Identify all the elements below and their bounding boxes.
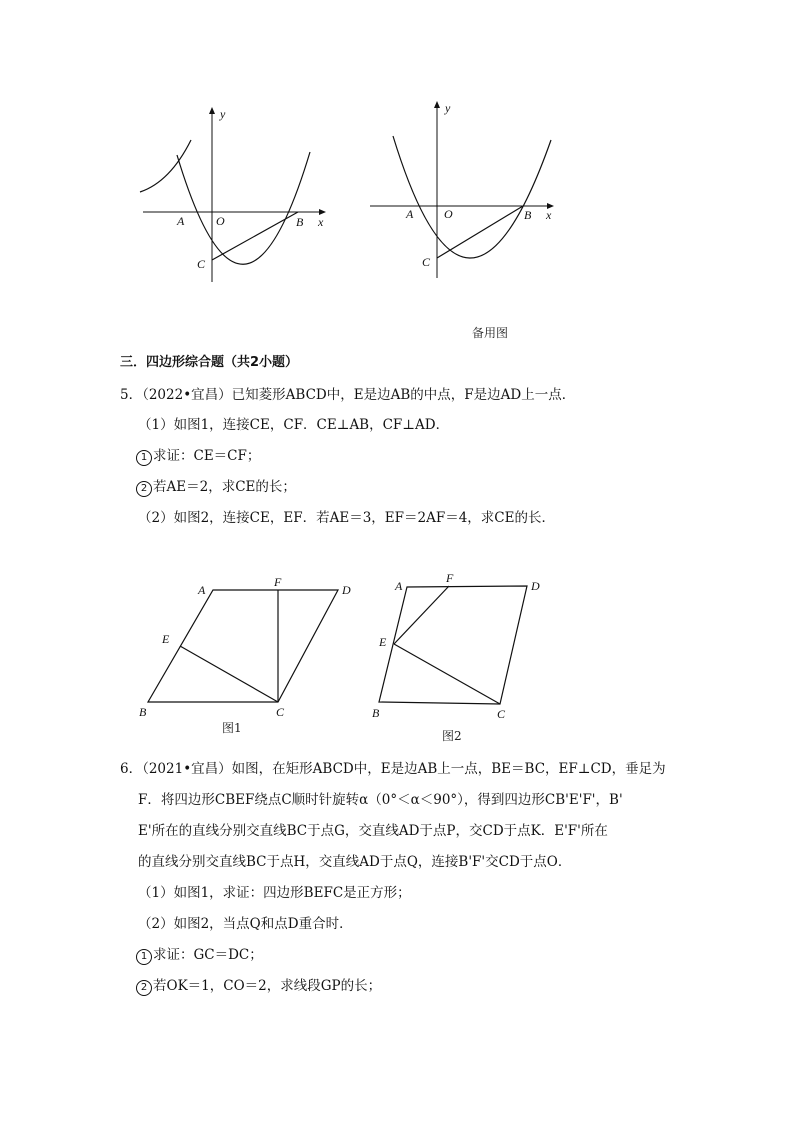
rhombus-abcd: [148, 590, 338, 702]
label-x: x: [546, 208, 552, 222]
circled-number: 1: [136, 450, 152, 466]
label-f: F: [274, 575, 282, 589]
q6-line-3: E'所在的直线分别交直线BC于点G，交直线AD于点P，交CD于点K．E'F'所在: [138, 823, 608, 839]
circled-number: 1: [136, 949, 152, 965]
label-y: y: [220, 107, 226, 121]
q5-part2: （2）如图2，连接CE，EF．若AE＝3，EF＝2AF＝4，求CE的长．: [138, 510, 555, 526]
rhombus-abcd: [379, 586, 527, 704]
label-b: B: [372, 706, 380, 720]
caption-figure-1: 图1: [222, 721, 242, 735]
q6-part2-i: 1 求证：GC＝DC；: [136, 946, 263, 965]
rhombus-figure-1: [130, 570, 365, 740]
segment-ef: [394, 586, 449, 644]
rhombus-figure-2: [365, 570, 550, 730]
label-y: y: [445, 101, 451, 115]
q6-line-1: 6．（2021•宜昌）如图，在矩形ABCD中，E是边AB上一点，BE＝BC，EF⊥CD，垂足为: [120, 761, 666, 777]
parabola-figure-left: [135, 100, 345, 295]
label-b: B: [296, 215, 304, 229]
q5-part1-i: 1 求证：CE＝CF；: [136, 447, 260, 466]
label-c: C: [497, 707, 506, 721]
parabola-curve: [177, 152, 310, 264]
label-b: B: [524, 208, 532, 222]
parabola-curve: [393, 136, 551, 258]
label-a: A: [395, 579, 403, 593]
label-c: C: [422, 255, 431, 269]
label-c: C: [197, 257, 206, 271]
label-f: F: [446, 571, 454, 585]
label-d: D: [531, 579, 540, 593]
caption-spare-figure: 备用图: [472, 326, 509, 340]
section-heading: 三．四边形综合题（共2小题）: [120, 355, 299, 370]
label-x: x: [318, 215, 324, 229]
q6-part2: （2）如图2，当点Q和点D重合时．: [138, 916, 353, 932]
segment-cb: [212, 212, 298, 260]
label-b: B: [139, 705, 147, 719]
q5-part1-ii: 2 若AE＝2，求CE的长；: [136, 478, 296, 497]
parabola-figure-right: [365, 98, 565, 288]
circled-number: 2: [136, 481, 152, 497]
q5-part1: （1）如图1，连接CE，CF．CE⊥AB，CF⊥AD．: [138, 417, 450, 433]
segment-ce: [394, 644, 500, 704]
label-o: O: [444, 207, 453, 221]
label-a: A: [406, 207, 414, 221]
label-d: D: [342, 583, 351, 597]
label-o: O: [216, 214, 225, 228]
caption-figure-2: 图2: [442, 729, 462, 743]
q6-line-2: F．将四边形CBEF绕点C顺时针旋转α（0°＜α＜90°），得到四边形CB'E'F'，B': [138, 792, 623, 808]
q5-stem: 5．（2022•宜昌）已知菱形ABCD中，E是边AB的中点，F是边AD上一点．: [120, 387, 576, 403]
label-e: E: [162, 632, 170, 646]
label-a: A: [198, 583, 206, 597]
label-e: E: [379, 635, 387, 649]
circled-number: 2: [136, 980, 152, 996]
q6-line-4: 的直线分别交直线BC于点H，交直线AD于点Q，连接B'F'交CD于点O．: [138, 854, 572, 870]
hyperbola-branch: [140, 140, 191, 192]
q6-part2-ii: 2 若OK＝1，CO＝2，求线段GP的长；: [136, 977, 381, 996]
label-c: C: [276, 705, 285, 719]
segment-ce: [180, 646, 278, 702]
label-a: A: [177, 214, 185, 228]
q6-part1: （1）如图1，求证：四边形BEFC是正方形；: [138, 885, 411, 901]
